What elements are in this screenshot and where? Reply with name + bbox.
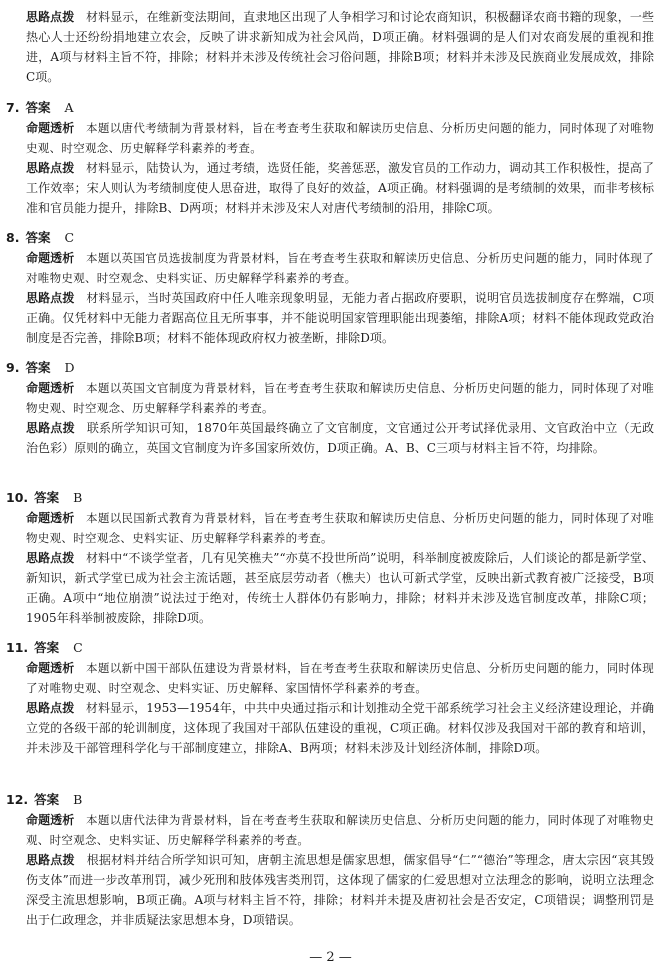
analysis-label: 命题透析 — [26, 511, 75, 525]
question-number: 10. — [6, 490, 29, 505]
answer-heading — [6, 790, 654, 810]
analysis-paragraph — [6, 508, 654, 548]
analysis-text: 本题以英国官员选拔制度为背景材料，旨在考查考生获取和解读历史信息、分析历史问题的能力，同时体现了对唯物史观、时空观念、史料实证、历史解释学科素养的考查。 — [26, 251, 655, 285]
hint-text: 材料显示，陆贽认为，通过考绩，选贤任能，奖善惩恶，激发官员的工作动力，调动其工作积极性，提高了工作效率；宋人则认为考绩制度使人思奋进，取得了良好的效益，A项正确。材料强调的是考绩制的效果，而非考核标准和官员能力提升，排除B、D两项；材料并未涉及宋人对唐代考绩制的沿用，排除C项。 — [26, 161, 655, 215]
analysis-paragraph — [6, 118, 654, 158]
answer-letter: B — [73, 792, 83, 807]
question-number: 11. — [6, 640, 29, 655]
hint-label: 思路点拨 — [26, 853, 75, 867]
hint-paragraph — [6, 288, 654, 348]
hint-paragraph — [6, 850, 654, 930]
analysis-paragraph — [6, 378, 654, 418]
answer-letter: C — [73, 640, 83, 655]
analysis-paragraph — [6, 658, 654, 698]
intro-hint-label: 思路点拨 — [26, 10, 75, 24]
answer-item-8 — [6, 228, 654, 348]
question-number: 7. — [6, 100, 20, 115]
hint-text: 根据材料并结合所学知识可知，唐朝主流思想是儒家思想，儒家倡导“仁”“德治”等理念，唐太宗因“哀其毁伤支体”而进一步改革刑罚，减少死刑和肢体残害类刑罚，这体现了儒家的仁爱思想对立法理念的影响，说明立法理念深受主流思想影响，B项正确。A项与材料主旨不符，排除；材料并未提及唐初社会是否安定，C项错误；调整刑罚是出于仁政理念，并非质疑法家思想本身，D项错误。 — [26, 853, 655, 927]
question-number: 9. — [6, 360, 20, 375]
hint-label: 思路点拨 — [26, 551, 75, 565]
hint-label: 思路点拨 — [26, 291, 75, 305]
answer-label: 答案 — [25, 230, 51, 245]
analysis-text: 本题以英国文官制度为背景材料，旨在考查考生获取和解读历史信息、分析历史问题的能力，同时体现了对唯物史观、时空观念、历史解释学科素养的考查。 — [26, 381, 655, 415]
answer-letter: D — [64, 360, 75, 375]
answer-label: 答案 — [34, 792, 60, 807]
answer-item-10 — [6, 488, 654, 628]
answer-heading — [6, 228, 654, 248]
answer-item-12 — [6, 790, 654, 930]
hint-paragraph — [6, 158, 654, 218]
hint-paragraph — [6, 548, 654, 628]
analysis-paragraph — [6, 248, 654, 288]
answer-label: 答案 — [25, 360, 51, 375]
intro-paragraph — [6, 7, 654, 87]
analysis-text: 本题以唐代考绩制为背景材料，旨在考查考生获取和解读历史信息、分析历史问题的能力，同时体现了对唯物史观、时空观念、历史解释学科素养的考查。 — [26, 121, 655, 155]
intro-block — [6, 7, 654, 87]
question-number: 8. — [6, 230, 20, 245]
hint-label: 思路点拨 — [26, 421, 75, 435]
hint-paragraph — [6, 418, 654, 458]
hint-text: 材料显示，当时英国政府中任人唯亲现象明显，无能力者占据政府要职，说明官员选拔制度存在弊端，C项正确。仅凭材料中无能力者踞高位且无所事事，并不能说明国家管理职能出现萎缩，排除A项；材料不能体现政党政治制度是否完善，排除B项；材料不能体现政府权力被垄断，排除D项。 — [26, 291, 654, 345]
answer-heading — [6, 98, 654, 118]
answer-heading — [6, 638, 654, 658]
answer-letter: C — [64, 230, 75, 245]
intro-hint-text: 材料显示，在维新变法期间，直隶地区出现了人争相学习和讨论农商知识，积极翻译农商书籍的现象，一些热心人士还纷纷捐地建立农会，反映了讲求新知成为社会风尚，D项正确。材料强调的是人们对农商发展的重视和推进，A项与材料主旨不符，排除；材料并未涉及传统社会习俗问题，排除B项；材料并未涉及民族商业发展成效，排除C项。 — [26, 10, 655, 84]
hint-label: 思路点拨 — [26, 701, 75, 715]
answer-label: 答案 — [34, 490, 60, 505]
analysis-label: 命题透析 — [26, 813, 75, 827]
answer-heading — [6, 488, 654, 508]
answer-item-9 — [6, 358, 654, 458]
hint-text: 联系所学知识可知，1870年英国最终确立了文官制度，文官通过公开考试择优录用、文官政治中立（无政治色彩）原则的确立，英国文官制度为许多国家所效仿，D项正确。A、B、C三项与材料主旨不符，均排除。 — [26, 421, 655, 455]
analysis-text: 本题以唐代法律为背景材料，旨在考查考生获取和解读历史信息、分析历史问题的能力，同时体现了对唯物史观、时空观念、史料实证、历史解释学科素养的考查。 — [26, 813, 655, 847]
answer-letter: A — [64, 100, 74, 115]
answer-item-7 — [6, 98, 654, 218]
answer-label: 答案 — [34, 640, 60, 655]
analysis-label: 命题透析 — [26, 251, 75, 265]
answer-letter: B — [73, 490, 83, 505]
analysis-label: 命题透析 — [26, 121, 75, 135]
hint-label: 思路点拨 — [26, 161, 75, 175]
analysis-text: 本题以民国新式教育为背景材料，旨在考查考生获取和解读历史信息、分析历史问题的能力，同时体现了对唯物史观、时空观念、史料实证、历史解释学科素养的考查。 — [26, 511, 655, 545]
hint-paragraph — [6, 698, 654, 758]
analysis-label: 命题透析 — [26, 661, 75, 675]
analysis-text: 本题以新中国干部队伍建设为背景材料，旨在考查考生获取和解读历史信息、分析历史问题的能力，同时体现了对唯物史观、时空观念、史料实证、历史解释、家国情怀学科素养的考查。 — [26, 661, 655, 695]
hint-text: 材料中“不谈学堂者，几有见笑樵夫”“亦莫不投世所尚”说明，科举制度被废除后，人们谈论的都是新学堂、新知识，新式学堂已成为社会主流话题，甚至底层劳动者（樵夫）也认可新式学堂，反映出新式教育被广泛接受，B项正确。A项中“地位崩溃”说法过于绝对，传统士人群体仍有影响力，排除；材料并未涉及选官制度改革，排除C项；1905年科举制被废除，排除D项。 — [26, 551, 655, 625]
analysis-label: 命题透析 — [26, 381, 75, 395]
page-number: — 2 — — [309, 950, 352, 965]
analysis-paragraph — [6, 810, 654, 850]
answer-item-11 — [6, 638, 654, 758]
answer-heading — [6, 358, 654, 378]
answer-label: 答案 — [25, 100, 51, 115]
hint-text: 材料显示，1953—1954年，中共中央通过指示和计划推动全党干部系统学习社会主义经济建设理论，并确立党的各级干部的轮训制度，这体现了我国对干部队伍建设的重视，C项正确。材料仅涉及我国对干部的教育和培训，并未涉及干部管理科学化与干部制度建立，排除A、B两项；材料未涉及计划经济体制，排除D项。 — [26, 701, 655, 755]
question-number: 12. — [6, 792, 29, 807]
